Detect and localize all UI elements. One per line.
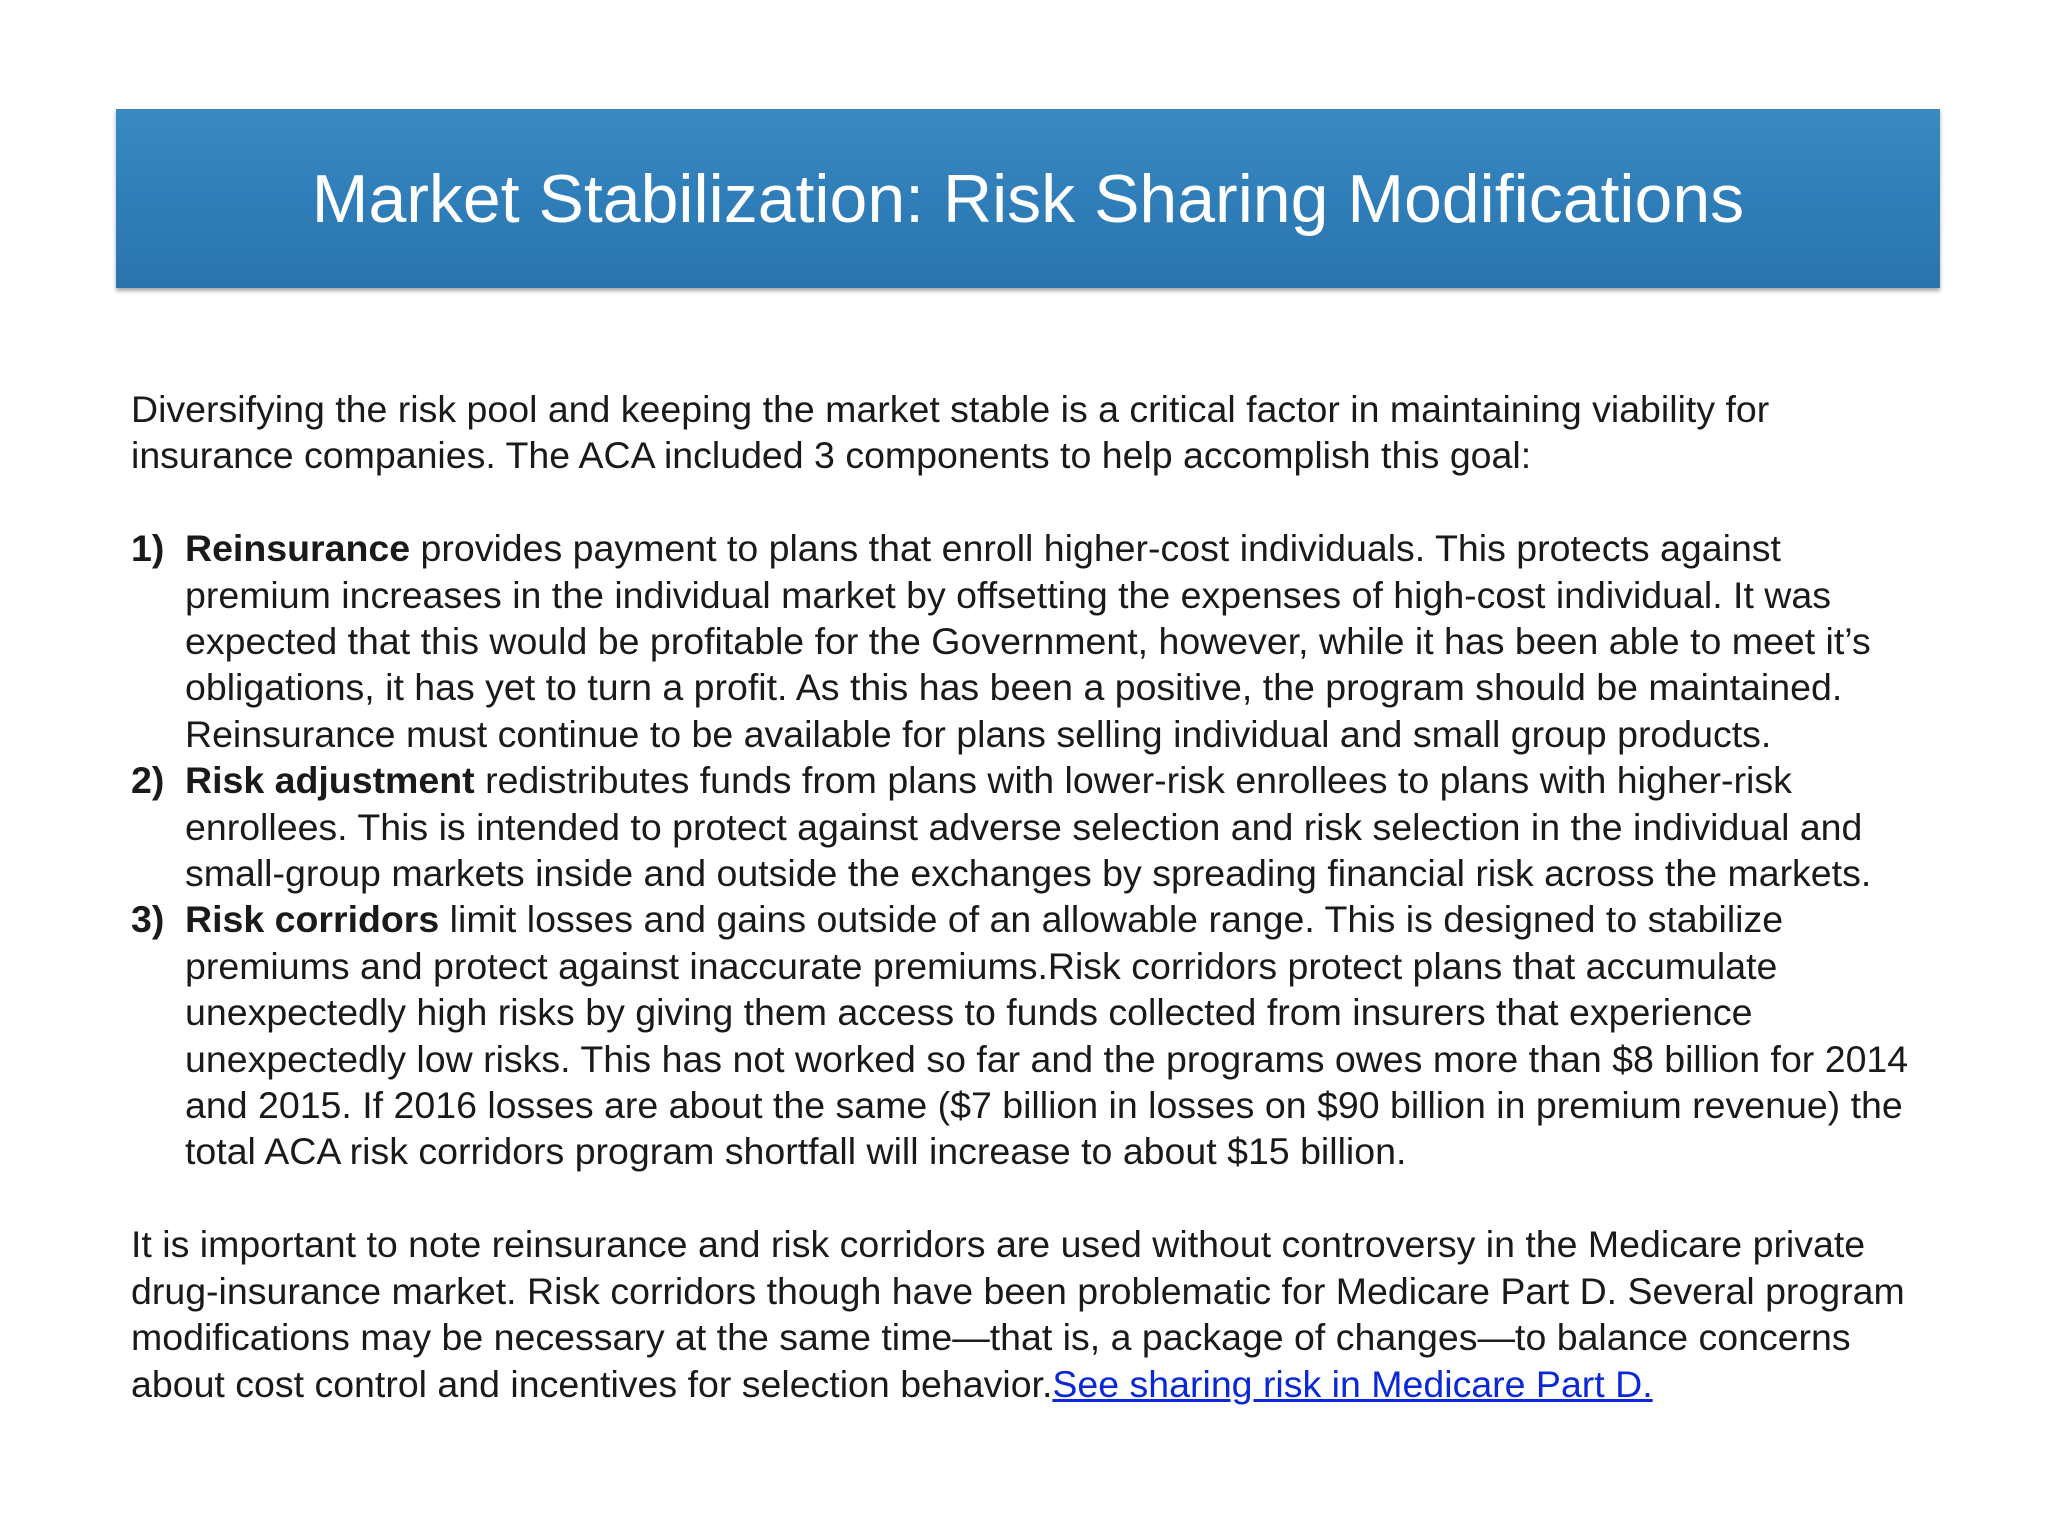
- list-item-text: redistributes funds from plans with lower-risk enrollees to plans with higher-risk enrollees. This is intended to protect against adverse selection and risk selection in the individual and small-group markets inside and outside the exchanges by spreading financial risk across the markets.: [185, 759, 1872, 895]
- intro-paragraph: Diversifying the risk pool and keeping the market stable is a critical factor in maintaining viability for insurance companies. The ACA included 3 components to help accomplish this goal:: [131, 388, 1770, 477]
- closing-text: It is important to note reinsurance and risk corridors are used without controversy in the Medicare private drug-insurance market. Risk corridors though have been problematic for Medicare Part D. Several program modifications may be necessary at the same time—that is, a package of changes—to balance concerns about cost control and incentives for selection behavior.: [131, 1223, 1905, 1405]
- list-item-term: Risk adjustment: [185, 759, 475, 802]
- list-item-text: limit losses and gains outside of an allowable range. This is designed to stabilize premiums and protect against inaccurate premiums.Risk corridors protect plans that accumulate unexpectedly high risks by giving them access to funds collected from insurers that experience unexpectedly low risks. This has not worked so far and the programs owes more than $8 billion for 2014 and 2015. If 2016 losses are about the same ($7 billion in losses on $90 billion in premium revenue) the total ACA risk corridors program shortfall will increase to about $15 billion.: [185, 898, 1909, 1173]
- list-item-term: Reinsurance: [185, 527, 411, 570]
- slide-body: [131, 386, 1931, 1407]
- list-item-term: Risk corridors: [185, 898, 440, 941]
- list-item-risk-adjustment: [131, 757, 1931, 896]
- spacer: [131, 479, 1931, 525]
- list-item-text: provides payment to plans that enroll higher-cost individuals. This protects against premium increases in the individual market by offsetting the expenses of high-cost individual. It was expected that this would be profitable for the Government, however, while it has been able to meet it’s obligations, it has yet to turn a profit. As this has been a positive, the program should be maintained. Reinsurance must continue to be available for plans selling individual and small group products.: [185, 527, 1871, 755]
- list-item-number: 3): [131, 898, 165, 941]
- closing-paragraph: [131, 1221, 1931, 1407]
- list-item-number: 2): [131, 759, 165, 802]
- spacer: [131, 1175, 1931, 1221]
- list-item-number: 1): [131, 527, 165, 570]
- list-item-reinsurance: [131, 525, 1931, 757]
- title-banner: [116, 109, 1940, 288]
- slide-title: Market Stabilization: Risk Sharing Modifications: [311, 161, 1745, 237]
- list-item-risk-corridors: [131, 896, 1931, 1174]
- medicare-part-d-link[interactable]: See sharing risk in Medicare Part D.: [1052, 1362, 1653, 1405]
- components-list: [131, 525, 1931, 1175]
